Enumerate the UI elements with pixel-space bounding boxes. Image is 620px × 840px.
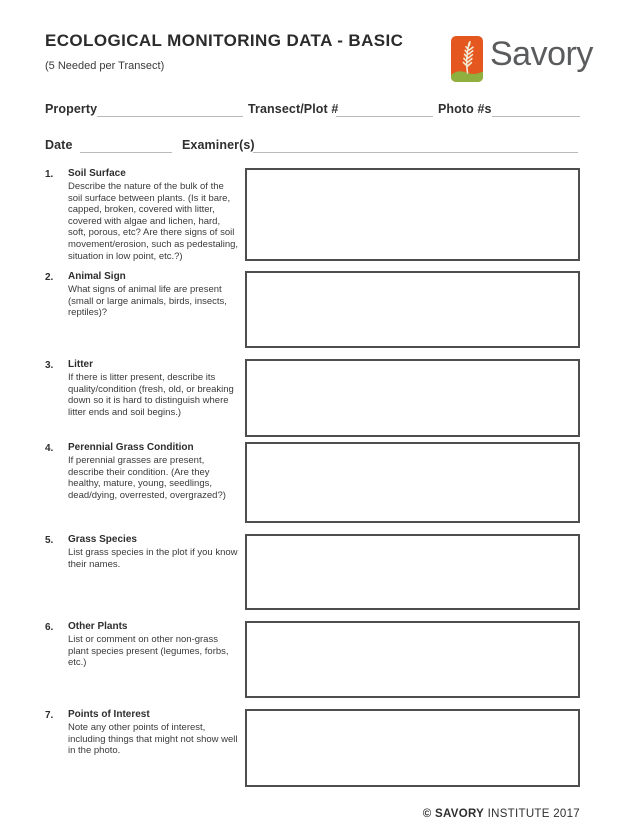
item-description: Describe the nature of the bulk of the soil surface between plants. (Is it bare, capped, broken, covered with litter, covered with algae and lichen, hard, soft, porous, etc? Are there signs of soil movement/erosion, such as pedestaling, situation in low point, etc.?) xyxy=(68,181,239,262)
item-title: Animal Sign xyxy=(68,271,126,282)
item-title: Other Plants xyxy=(68,621,128,632)
answer-box-points-of-interest[interactable] xyxy=(245,709,580,787)
item-number: 5. xyxy=(45,535,54,546)
photo-numbers-input-line[interactable] xyxy=(492,102,580,117)
item-description: List or comment on other non-grass plant species present (legumes, forbs, etc.) xyxy=(68,634,229,669)
photo-numbers-label: Photo #s xyxy=(438,102,492,116)
item-number: 3. xyxy=(45,360,54,371)
item-description: What signs of animal life are present (small or large animals, birds, insects, reptiles)? xyxy=(68,284,227,319)
answer-box-other-plants[interactable] xyxy=(245,621,580,698)
item-description: If there is litter present, describe its quality/condition (fresh, old, or breaking down so it is hard to distinguish where litter ends and soil begins.) xyxy=(68,372,234,418)
item-text xyxy=(68,271,240,319)
property-label: Property xyxy=(45,102,98,116)
item-number: 4. xyxy=(45,443,54,454)
item-title: Grass Species xyxy=(68,534,137,545)
property-input-line[interactable] xyxy=(97,102,243,117)
answer-box-grass-species[interactable] xyxy=(245,534,580,610)
page-subtitle: (5 Needed per Transect) xyxy=(45,60,165,72)
page-title: ECOLOGICAL MONITORING DATA - BASIC xyxy=(45,31,404,50)
item-number: 6. xyxy=(45,622,54,633)
item-text xyxy=(68,534,240,570)
answer-box-animal-sign[interactable] xyxy=(245,271,580,348)
item-title: Points of Interest xyxy=(68,709,150,720)
item-text xyxy=(68,168,240,262)
item-text xyxy=(68,359,240,418)
savory-wheat-icon xyxy=(451,36,483,82)
item-title: Perennial Grass Condition xyxy=(68,442,194,453)
item-text xyxy=(68,621,240,669)
header-fields-row xyxy=(0,102,620,120)
item-description: If perennial grasses are present, describe their condition. (Are they healthy, mature, young, seedlings, dead/dying, overrested, overgrazed?) xyxy=(68,455,226,501)
item-title: Soil Surface xyxy=(68,168,126,179)
copyright-rest: INSTITUTE 2017 xyxy=(484,808,580,820)
footer-copyright xyxy=(423,808,580,820)
examiner-input-line[interactable] xyxy=(253,138,578,153)
item-text xyxy=(68,709,240,757)
item-title: Litter xyxy=(68,359,93,370)
transect-plot-label: Transect/Plot # xyxy=(248,102,339,116)
item-text xyxy=(68,442,240,501)
copyright-org: © SAVORY xyxy=(422,808,485,820)
date-input-line[interactable] xyxy=(80,138,172,153)
item-number: 2. xyxy=(45,272,54,283)
date-examiner-row xyxy=(0,138,620,156)
date-label: Date xyxy=(45,138,73,152)
transect-plot-input-line[interactable] xyxy=(336,102,433,117)
examiner-label: Examiner(s) xyxy=(182,138,255,152)
item-description: Note any other points of interest, including things that might not show well in the photo. xyxy=(68,722,238,757)
answer-box-litter[interactable] xyxy=(245,359,580,437)
item-number: 7. xyxy=(45,710,54,721)
savory-wordmark: Savory xyxy=(490,35,593,73)
item-description: List grass species in the plot if you know their names. xyxy=(68,547,238,570)
answer-box-soil-surface[interactable] xyxy=(245,168,580,261)
answer-box-perennial-grass-condition[interactable] xyxy=(245,442,580,523)
item-number: 1. xyxy=(45,169,54,180)
